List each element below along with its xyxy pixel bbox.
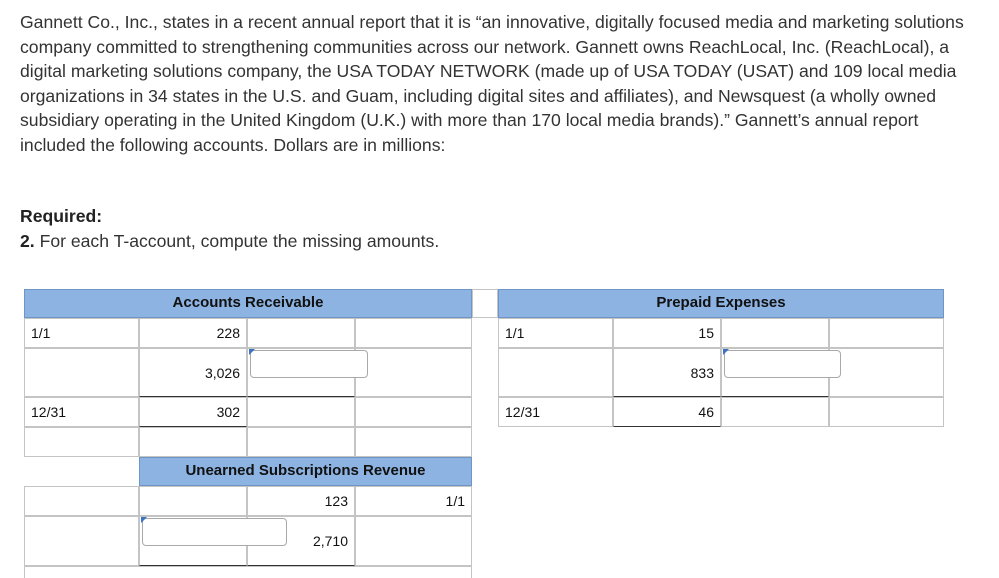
unearned-revenue-title: Unearned Subscriptions Revenue <box>139 457 472 486</box>
ar-missing-credit-input[interactable] <box>250 350 368 378</box>
ar-row2-date <box>24 348 139 397</box>
ar-beginning-balance: 228 <box>139 318 247 348</box>
pe-row2-date <box>498 348 613 397</box>
ar-row2-extra <box>355 348 472 397</box>
ur-row1-blank <box>24 486 139 516</box>
table-spacer <box>472 289 498 318</box>
ur-row2-blank <box>24 516 139 566</box>
question-text: For each T-account, compute the missing amounts. <box>34 231 440 251</box>
ur-beginning-balance: 123 <box>247 486 355 516</box>
ar-row3-date: 12/31 <box>24 397 139 427</box>
pe-row1-credit <box>721 318 829 348</box>
question-prompt <box>20 231 439 252</box>
pe-beginning-balance: 15 <box>613 318 721 348</box>
accounts-receivable-title: Accounts Receivable <box>24 289 472 318</box>
ar-row1-date: 1/1 <box>24 318 139 348</box>
ur-subscriptions-credit: 2,710 <box>247 516 355 566</box>
question-number: 2. <box>20 231 35 251</box>
ar-row3-credit <box>247 397 355 427</box>
pe-purchases-debit: 833 <box>613 348 721 397</box>
pe-row2-extra <box>829 348 944 397</box>
ur-missing-debit-input[interactable] <box>142 518 287 546</box>
ur-row1-debit <box>139 486 247 516</box>
ar-spacer-row <box>355 427 472 457</box>
ur-row1-date: 1/1 <box>355 486 472 516</box>
ar-sales-debit: 3,026 <box>139 348 247 397</box>
ar-spacer-row <box>247 427 355 457</box>
pe-ending-balance: 46 <box>613 397 721 427</box>
ar-row1-credit <box>247 318 355 348</box>
pe-row1-extra <box>829 318 944 348</box>
pe-missing-credit-input[interactable] <box>724 350 841 378</box>
ar-ending-balance: 302 <box>139 397 247 427</box>
pe-row3-credit <box>721 397 829 427</box>
problem-intro: Gannett Co., Inc., states in a recent annual report that it is “an innovative, digitally focused media and marketing solutions company committed to strengthening communities across our network. Gannett owns ReachLocal, Inc. (ReachLocal), a digital marketing solutions company, the USA TODAY NETWORK (made up of USA TODAY (USAT) and 109 local media organizations in 34 states in the U.S. and Guam, including digital sites and affiliates), and Newsquest (a wholly owned subsidiary operating in the United Kingdom (U.K.) with more than 170 local media brands).” Gannett’s annual report included the following accounts. Dollars are in millions: <box>20 12 964 155</box>
ur-row2-extra <box>355 516 472 566</box>
pe-row1-date: 1/1 <box>498 318 613 348</box>
ar-spacer-row <box>24 427 139 457</box>
ur-next-row <box>24 566 472 578</box>
ar-spacer-row <box>139 427 247 457</box>
ar-row1-extra <box>355 318 472 348</box>
required-heading: Required: <box>20 206 103 226</box>
pe-row3-extra <box>829 397 944 427</box>
pe-row3-date: 12/31 <box>498 397 613 427</box>
prepaid-expenses-title: Prepaid Expenses <box>498 289 944 318</box>
ar-row3-extra <box>355 397 472 427</box>
